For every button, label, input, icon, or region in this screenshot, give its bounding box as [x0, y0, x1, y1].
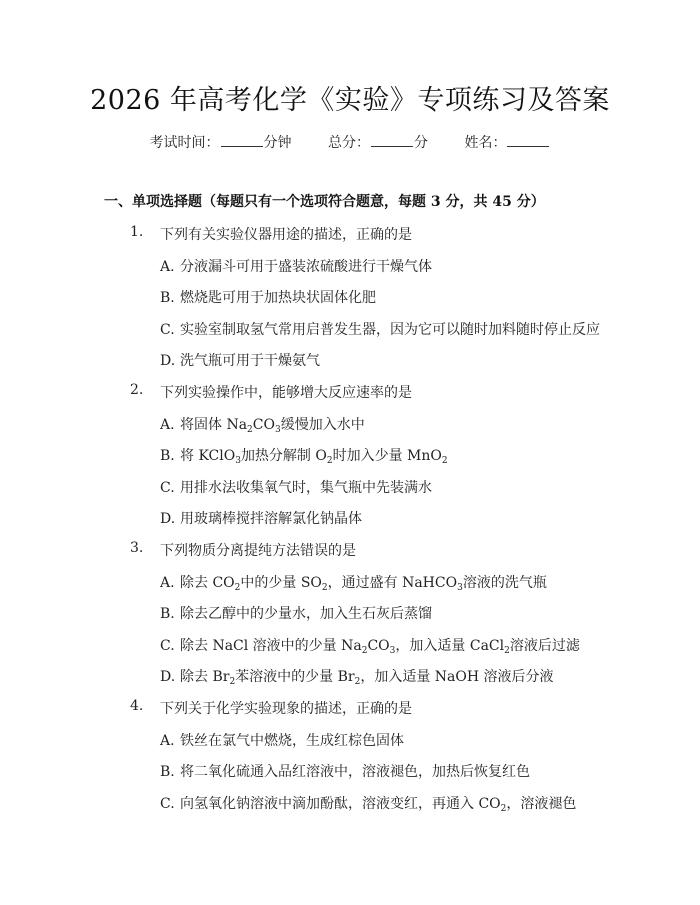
option-text-part: 洗气瓶可用于干燥氨气 — [180, 353, 320, 370]
answer-option[interactable] — [160, 730, 404, 750]
question-number: 1. — [130, 224, 144, 240]
option-text-part: 燃烧匙可用于加热块状固体化肥 — [180, 290, 376, 307]
option-text-part: 分液漏斗可用于盛装浓硫酸进行干燥气体 — [180, 258, 432, 275]
option-label: B. — [160, 448, 175, 465]
question-text: 下列实验操作中，能够增大反应速率的是 — [160, 385, 412, 401]
total-score-unit: 分 — [414, 135, 428, 151]
option-text-part: 用排水法收集氧气时，集气瓶中先装满水 — [180, 479, 432, 496]
option-label: A. — [160, 732, 175, 749]
option-label: C. — [160, 321, 175, 338]
option-text-part: 加热分解制 O — [240, 448, 327, 465]
answer-option[interactable] — [160, 256, 432, 276]
option-text — [180, 606, 432, 622]
option-text-part: 除去 NaCl 溶液中的少量 Na — [180, 637, 362, 654]
subscript: 3 — [457, 582, 463, 593]
subscript: 2 — [504, 645, 510, 656]
subscript: 2 — [500, 803, 507, 814]
option-text — [180, 259, 432, 275]
answer-option[interactable] — [160, 603, 432, 623]
option-text-part: ，加入适量 CaCl — [395, 637, 505, 654]
option-text-part: 溶液后过滤 — [509, 637, 580, 654]
option-text — [180, 480, 432, 496]
answer-option[interactable] — [160, 445, 448, 465]
option-label: D. — [160, 511, 176, 528]
page-title: 2026 年高考化学《实验》专项练习及答案 — [90, 85, 610, 116]
exam-time-blank[interactable] — [221, 134, 263, 147]
subscript: 2 — [247, 424, 253, 435]
option-text-part: 苯溶液中的少量 Br — [235, 669, 355, 686]
option-label: A. — [160, 416, 175, 433]
option-text-part: 中的少量 SO — [240, 574, 322, 591]
answer-option[interactable] — [160, 793, 576, 813]
option-text-part: 将固体 Na — [180, 416, 248, 433]
option-label: C. — [160, 479, 175, 496]
option-text-part: 时加入少量 MnO — [332, 448, 442, 465]
option-label: D. — [160, 669, 176, 686]
student-name-blank[interactable] — [507, 134, 549, 147]
option-text — [180, 575, 547, 591]
exam-time-label: 考试时间： — [149, 135, 220, 151]
question-number: 3. — [130, 540, 144, 556]
option-text-part: 将二氧化硫通入品红溶液中，溶液褪色，加热后恢复红色 — [180, 764, 530, 781]
option-text — [180, 322, 600, 338]
question-number: 4. — [130, 698, 144, 714]
answer-option[interactable] — [160, 350, 320, 370]
option-text-part: CO — [252, 416, 275, 433]
exam-time-unit: 分钟 — [263, 135, 292, 151]
question-text: 下列关于化学实验现象的描述，正确的是 — [160, 701, 412, 717]
answer-option[interactable] — [160, 477, 432, 497]
option-text — [180, 638, 580, 654]
answer-option[interactable] — [160, 572, 547, 592]
option-text-part: CO — [367, 637, 390, 654]
subscript: 2 — [229, 677, 236, 688]
option-text — [180, 417, 365, 433]
option-text-part: ，通过盛有 NaHCO — [327, 574, 458, 591]
option-text-part: 溶液的洗气瓶 — [462, 574, 547, 591]
option-label: A. — [160, 258, 175, 275]
subscript: 2 — [326, 456, 333, 467]
option-label: A. — [160, 574, 175, 591]
question-text: 下列物质分离提纯方法错误的是 — [160, 543, 356, 559]
subscript: 3 — [235, 456, 241, 467]
option-text-part: 缓慢加入水中 — [280, 416, 365, 433]
section-title: 一、单项选择题（每题只有一个选项符合题意，每题 3 分，共 45 分） — [104, 194, 545, 210]
option-text-part: 除去 CO — [180, 574, 235, 591]
option-text — [180, 764, 530, 780]
option-text-part: 除去 Br — [180, 669, 230, 686]
answer-option[interactable] — [160, 666, 554, 686]
option-text-part: 除去乙醇中的少量水，加入生石灰后蒸馏 — [180, 606, 432, 623]
subscript: 3 — [274, 424, 281, 435]
total-score-label: 总分： — [328, 135, 370, 151]
option-label: B. — [160, 606, 175, 623]
option-label: C. — [160, 637, 175, 654]
answer-option[interactable] — [160, 414, 365, 434]
option-text — [180, 511, 362, 527]
answer-option[interactable] — [160, 508, 362, 528]
question-number: 2. — [130, 382, 144, 398]
answer-option[interactable] — [160, 287, 376, 307]
question-text: 下列有关实验仪器用途的描述，正确的是 — [160, 227, 412, 243]
option-text-part: 向氢氧化钠溶液中滴加酚酞，溶液变红，再通入 CO — [180, 795, 501, 812]
option-label: D. — [160, 353, 176, 370]
subscript: 2 — [361, 645, 368, 656]
exam-meta — [0, 132, 700, 152]
option-text-part: ，溶液褪色 — [506, 795, 577, 812]
answer-option[interactable] — [160, 319, 600, 339]
subscript: 2 — [234, 582, 241, 593]
option-text-part: 用玻璃棒搅拌溶解氯化钠晶体 — [180, 511, 362, 528]
option-label: C. — [160, 795, 175, 812]
student-name-field — [464, 135, 550, 151]
option-text — [180, 733, 404, 749]
option-text — [180, 353, 320, 369]
option-label: B. — [160, 290, 175, 307]
exam-time-field — [150, 135, 296, 151]
answer-option[interactable] — [160, 635, 580, 655]
option-text — [180, 669, 554, 688]
total-score-field — [328, 135, 432, 151]
option-label: B. — [160, 764, 175, 781]
total-score-blank[interactable] — [371, 134, 413, 147]
option-text — [180, 448, 448, 467]
option-text-part: 将 KClO — [180, 448, 236, 465]
subscript: 2 — [354, 677, 361, 688]
option-text-part: ，加入适量 NaOH 溶液后分液 — [360, 669, 554, 686]
option-text-part: 铁丝在氯气中燃烧，生成红棕色固体 — [180, 732, 404, 749]
subscript: 3 — [389, 645, 396, 656]
option-text-part: 实验室制取氢气常用启普发生器，因为它可以随时加料随时停止反应 — [180, 321, 600, 338]
student-name-label: 姓名： — [464, 135, 507, 151]
option-text — [180, 290, 376, 306]
answer-option[interactable] — [160, 761, 530, 781]
subscript: 2 — [441, 456, 448, 467]
subscript: 2 — [321, 582, 328, 593]
option-text — [180, 796, 576, 812]
